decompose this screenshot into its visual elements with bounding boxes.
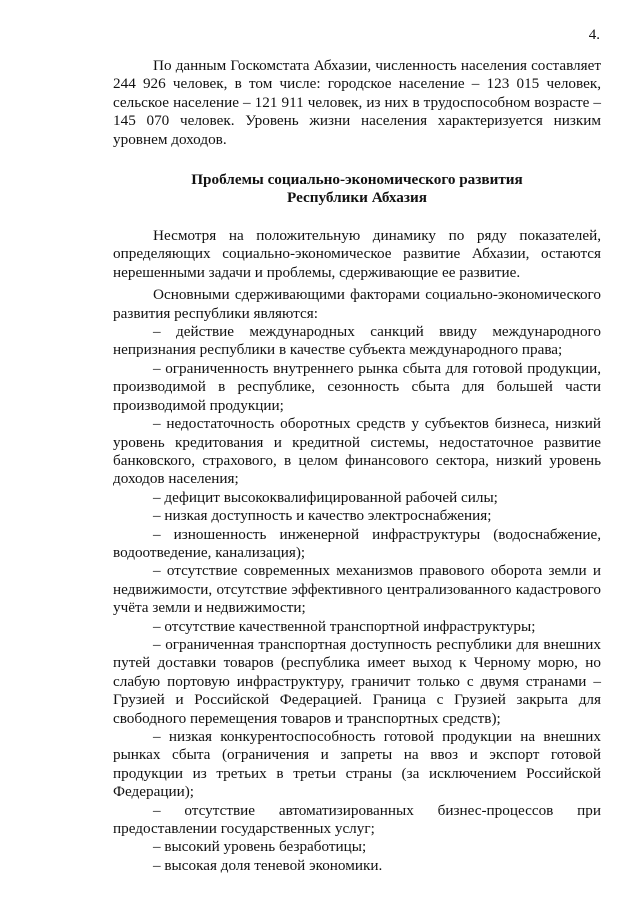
section-heading bbox=[113, 171, 601, 207]
factor-item: – ограниченная транспортная доступность республики для внешних путей доставки товаров (республика имеет выход к Черному морю, но слабую портовую инфраструктуру, граничит только с двумя странами – Грузией и Российской Федерацией. Граница с Грузией закрыта для свободного перемещения товаров и транспортных средств); bbox=[113, 635, 601, 727]
factor-item: – ограниченность внутреннего рынка сбыта для готовой продукции, производимой в республике, сезонность сбыта для большей части производимой продукции; bbox=[113, 359, 601, 414]
paragraph-1: Несмотря на положительную динамику по ряду показателей, определяющих социально-экономическое развитие Абхазии, остаются нерешенными задачи и проблемы, сдерживающие ее развитие. bbox=[113, 227, 601, 281]
factor-item: – высокая доля теневой экономики. bbox=[153, 856, 383, 874]
factor-item: – недостаточность оборотных средств у субъектов бизнеса, низкий уровень кредитования и кредитной системы, недостаточное развитие банковского, страхового, в целом финансового сектора, низкий уровень доходов населения; bbox=[113, 415, 601, 488]
factor-item: – высокий уровень безработицы; bbox=[153, 838, 367, 856]
section-heading-line-1: Проблемы социально-экономического развития bbox=[191, 171, 523, 189]
factor-item: – низкая доступность и качество электроснабжения; bbox=[153, 507, 492, 525]
factor-item: – действие международных санкций ввиду международного непризнания республики в качестве субъекта международного права; bbox=[113, 323, 601, 359]
factors-list bbox=[113, 323, 601, 875]
factor-item: – отсутствие автоматизированных бизнес-процессов при предоставлении государственных услуг; bbox=[113, 801, 601, 838]
intro-paragraph: По данным Госкомстата Абхазии, численность населения составляет 244 926 человек, в том числе: городское население – 123 015 человек, сельское население – 121 911 человек, из них в трудоспособном возрасте – 145 070 человек. Уровень жизни населения характеризуется низким уровнем доходов. bbox=[113, 57, 601, 148]
factor-item: – изношенность инженерной инфраструктуры (водоснабжение, водоотведение, канализация); bbox=[113, 525, 601, 561]
page-number: 4. bbox=[588, 27, 600, 43]
factor-item: – отсутствие современных механизмов правового оборота земли и недвижимости, отсутствие эффективного централизованного кадастрового учёта земли и недвижимости; bbox=[113, 562, 601, 617]
factor-item: – низкая конкурентоспособность готовой продукции на внешних рынках сбыта (ограничения и запреты на ввоз и экспорт готовой продукции из третьих в третьи страны (за исключением Российской Федерации); bbox=[113, 728, 601, 801]
paragraph-2: Основными сдерживающими факторами социально-экономического развития республики являются: bbox=[113, 286, 601, 322]
factor-item: – дефицит высококвалифицированной рабочей силы; bbox=[153, 488, 498, 506]
page-content bbox=[113, 57, 601, 875]
factor-item: – отсутствие качественной транспортной инфраструктуры; bbox=[153, 617, 536, 635]
section-heading-line-2: Республики Абхазия bbox=[287, 189, 427, 207]
